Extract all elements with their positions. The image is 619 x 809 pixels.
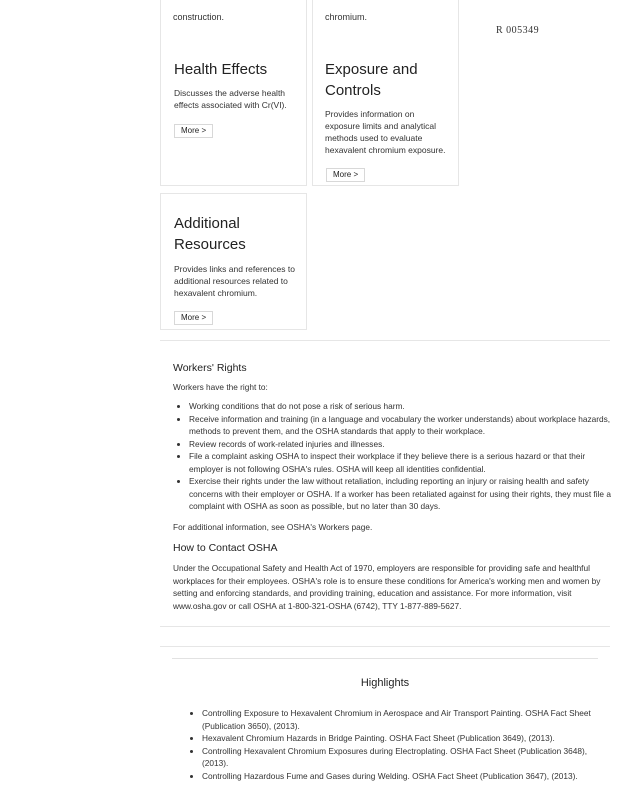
- highlights-panel: [172, 658, 598, 809]
- additional-resources-more-button[interactable]: More >: [174, 311, 213, 325]
- workers-rights-list: [173, 400, 619, 513]
- exposure-controls-description: Provides information on exposure limits and analytical methods used to evaluate hexavalent chromium exposure.: [325, 109, 446, 155]
- contact-osha-heading: How to Contact OSHA: [173, 542, 278, 554]
- additional-resources-card: [160, 193, 307, 330]
- health-effects-description: Discusses the adverse health effects associated with Cr(VI).: [174, 88, 287, 110]
- highlight-link-item[interactable]: • Controlling Hexavalent Chromium Exposures during Electroplating. OSHA Fact Sheet (Publication 3648), (2013).: [202, 745, 602, 770]
- section-divider: [160, 626, 610, 627]
- workers-rights-heading: Workers' Rights: [173, 362, 247, 374]
- document-id-stamp: R 005349: [496, 25, 540, 36]
- highlights-list: [186, 707, 602, 782]
- card-snippet-text: construction.: [173, 12, 225, 22]
- additional-resources-description: Provides links and references to additional resources related to hexavalent chromium.: [174, 264, 295, 298]
- workers-page-link-text[interactable]: For additional information, see OSHA's Workers page.: [173, 522, 373, 532]
- card-snippet-text: chromium.: [325, 12, 368, 22]
- highlight-link-item[interactable]: • Controlling Hazardous Fume and Gases during Welding. OSHA Fact Sheet (Publication 3647), (2013).: [202, 770, 602, 783]
- additional-resources-title: Additional Resources: [174, 215, 246, 253]
- highlights-heading: Highlights: [360, 677, 410, 689]
- section-divider: [160, 646, 610, 647]
- list-item: • Working conditions that do not pose a risk of serious harm.: [189, 400, 619, 413]
- health-effects-card: [160, 0, 307, 186]
- list-item: • Exercise their rights under the law without retaliation, including reporting an injury or raising health and safety concerns with their employer or OSHA. If a worker has been retaliated against for using their rights, they must file a complaint with OSHA as soon as possible, but no later than 30 days.: [189, 475, 619, 513]
- contact-osha-body: Under the Occupational Safety and Health Act of 1970, employers are responsible for providing safe and healthful workplaces for their employees. OSHA's role is to ensure these conditions for America's working men and women by setting and enforcing standards, and providing training, education and assistance. For more information, visit www.osha.gov or call OSHA at 1-800-321-OSHA (6742), TTY 1-877-889-5627.: [173, 563, 601, 611]
- highlight-link-item[interactable]: • Controlling Exposure to Hexavalent Chromium in Aerospace and Air Transport Painting. OSHA Fact Sheet (Publication 3650), (2013).: [202, 707, 602, 732]
- exposure-controls-card: [312, 0, 459, 186]
- section-divider: [160, 340, 610, 341]
- list-item: • Review records of work-related injuries and illnesses.: [189, 438, 619, 451]
- exposure-controls-more-button[interactable]: More >: [326, 168, 365, 182]
- health-effects-title: Health Effects: [174, 61, 268, 78]
- exposure-controls-title: Exposure and Controls: [325, 61, 418, 99]
- list-item: • Receive information and training (in a language and vocabulary the worker understands) about workplace hazards, methods to prevent them, and the OSHA standards that apply to their workplace.: [189, 413, 619, 438]
- health-effects-more-button[interactable]: More >: [174, 124, 213, 138]
- workers-rights-intro: Workers have the right to:: [173, 382, 268, 392]
- highlight-link-item[interactable]: • Hexavalent Chromium Hazards in Bridge Painting. OSHA Fact Sheet (Publication 3649), (2013).: [202, 732, 602, 745]
- list-item: • File a complaint asking OSHA to inspect their workplace if they believe there is a serious hazard or that their employer is not following OSHA's rules. OSHA will keep all identities confidential.: [189, 450, 619, 475]
